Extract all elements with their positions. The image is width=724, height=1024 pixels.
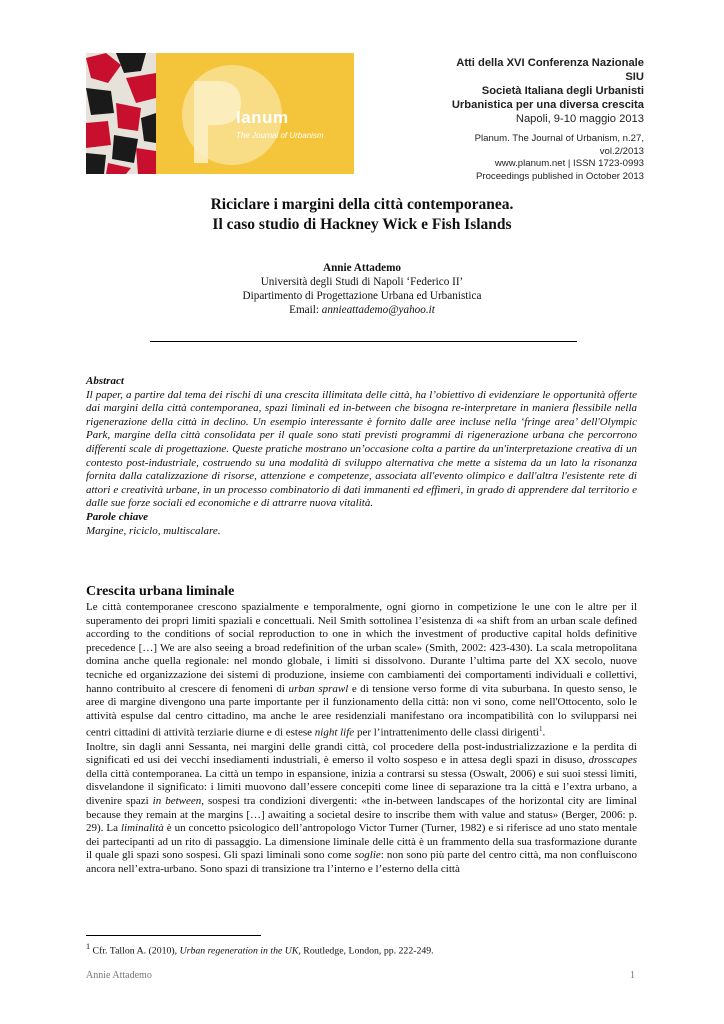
title-divider [150,341,577,342]
footnote-number: 1 [86,942,91,951]
p1-text-b: e di tensione verso forme di vita suburbana. In questo senso, le aree di margine divengono una parte importante per il funzionamento della città: non vi sono, come nell'Ottocento, solo le attività espulse dal centro cittadino, ma anche le aree residenziali manifestano ora incompatibilità con lo svilupparsi nei centri cittadini di attività terziarie diurne e di estese [86,682,637,739]
abstract-text: Il paper, a partire dal tema dei rischi di una crescita illimitata delle città, ha l’obiettivo di evidenziare le opportunità offerte dai margini della città contemporanea, spazi liminali ed in-between che bisogna re-interpretare in maniera flessibile nella rigenerazione della città in declino. Un esempio interessante è fornito dalle aree incluse nella ‘fringe area’ dell'Olympic Park, margine della città consolidata per il quale sono stati previsti programmi di rigenerazione urbana che percorrono differenti scale di progettazione. Queste pratiche mostrano un’occasione colta a partire da un'interpretazione creativa di un contesto post-industriale, costruendo su una modalità di sviluppo alternativa che mette a sistema da un lato la risonanza fornita dalla catalizzazione di risorse, attenzione e competenze, associata all'evento olimpico e dall'altra l'esistente rete di attori e creatività urbane, in un processo combinatorio di dati immanenti ed effimeri, in grado di apprendere dal territorio e dalle sue forze sociali ed economiche e di attrarre nuova vitalità. [86,388,637,510]
author-affiliation-2: Dipartimento di Progettazione Urbana ed Urbanistica [242,290,482,302]
author-affiliation-1: Università degli Studi di Napoli ‘Federico II’ [260,276,464,288]
planum-logo-text: lanum [236,108,289,127]
author-email-line [80,303,644,317]
p1-emphasis-1: urban sprawl [288,682,349,695]
p2-emphasis-2: in between [152,794,202,807]
page-number: 1 [630,970,635,981]
p2-text-b: della città contemporanea. La città un tempo in espansione, inizia a contrarsi su stessa (Oswalt, 2006) e sui suoi stessi limiti, disvelandone il significato: i limiti muovono dall’essere concepiti come linee di separazione tra la città e l’extra urbano, a divenire spazi [86,767,637,807]
body-text [86,601,637,877]
publication-line-2: www.planum.net | ISSN 1723-0993 [494,158,644,169]
conference-info [438,56,644,183]
keywords-text: Margine, riciclo, multiscalare. [86,524,221,537]
body-paragraph-1 [86,601,637,741]
footnote-reference[interactable]: 1 [539,725,543,734]
p1-text-a: Le città contemporanee crescono spazialmente e temporalmente, ogni giorno in competizione le une con le altre per il superamento dei propri limiti spaziali e concettuali. Neil Smith sottolinea l’esistenza di «a shift from an urban scale defined according to the conditions of social reproduction to one in which the investment of productive capital holds definitive precedence […] We are also seeing a broad redefinition of the urban scale» (Smith, 2002: 423-430). La scala metropolitana domina anche quella regionale: nel mondo globale, i limiti si dissolvono. Durante l’ultima parte del XX secolo, nuove tecniche ed organizzazione dei sistemi di produzione, insieme con cambiamenti dei comportamenti individuali e collettivi, hanno contribuito al crescere di fenomeni di [86,601,637,695]
footnote-divider [86,935,261,936]
p2-emphasis-3: liminalità [120,822,164,835]
conference-line-3: Urbanistica per una diversa crescita [451,99,644,111]
email-label: Email: [289,304,322,316]
author-name: Annie Attademo [322,262,401,274]
publication-line-3: Proceedings published in October 2013 [475,170,644,182]
planum-banner [86,53,354,174]
p2-text-e: : non sono più parte del centro città, ma non confluiscono ancora nell’extra-urbano. Sono spazi di transizione tra l’interno e l’esterno della città [86,849,637,875]
p2-text-a: Inoltre, sin dagli anni Sessanta, nei margini delle grandi città, col procedere della post-industrializzazione e la perdita di significati ed usi dei vecchi insediamenti industriali, è emerso il volto sospeso e in attesa degli spazi in disuso, [86,740,637,767]
author-email-link[interactable]: annieattademo@yahoo.it [321,304,435,316]
footnote-book-title: Urban regeneration in the UK [179,945,299,957]
p2-text-d: è un concetto psicologico dell’antropologo Victor Turner (Turner, 1982) e si riferisce ad uno stato mentale dei partecipanti ad un rito di passaggio. La dimensione liminale delle città è un frammento della sua trasformazione durante il quale gli spazi sono sospesi. Gli spazi liminali sono come [86,822,638,862]
abstract-section [86,375,637,538]
footnote [86,941,434,957]
p2-emphasis-1: drosscapes [588,754,637,767]
red-map-pattern-image [86,53,156,174]
publication-info [438,133,644,183]
paper-title-line-2: Il caso studio di Hackney Wick e Fish Islands [212,216,512,233]
conference-line-1: Atti della XVI Conferenza Nazionale SIU [456,57,644,83]
planum-logo-subtitle: The Journal of Urbanism [236,131,324,140]
body-paragraph-2 [86,741,637,877]
p2-emphasis-4: soglie [354,849,381,862]
conference-line-4: Napoli, 9-10 maggio 2013 [515,113,644,125]
p1-emphasis-2: night life [314,727,355,739]
section-heading: Crescita urbana liminale [86,584,235,599]
footer-author: Annie Attademo [86,970,152,981]
footnote-text-a: Cfr. Tallon A. (2010), [90,945,180,957]
abstract-heading: Abstract [86,375,124,387]
p1-text-c: per l’intrattenimento delle classi dirigenti [354,727,539,739]
author-block [80,261,644,317]
conference-line-2: Società Italiana degli Urbanisti [481,85,644,97]
keywords-heading: Parole chiave [86,510,149,523]
p2-text-c: , sospesi tra condizioni divergenti: «the in-between landscapes of the horizontal city are liminal because they remain at the margins […] awaiting a societal desire to inscribe them with value and status» (Berger, 2006: p. 29). La [86,794,637,835]
publication-line-1: Planum. The Journal of Urbanism, n.27, vol.2/2013 [474,133,644,157]
paper-title-line-1: Riciclare i margini della città contemporanea. [210,196,514,213]
paper-title [80,195,644,235]
p1-text-d: . [542,727,546,739]
footnote-text-b: , Routledge, London, pp. 222-249. [298,945,434,957]
